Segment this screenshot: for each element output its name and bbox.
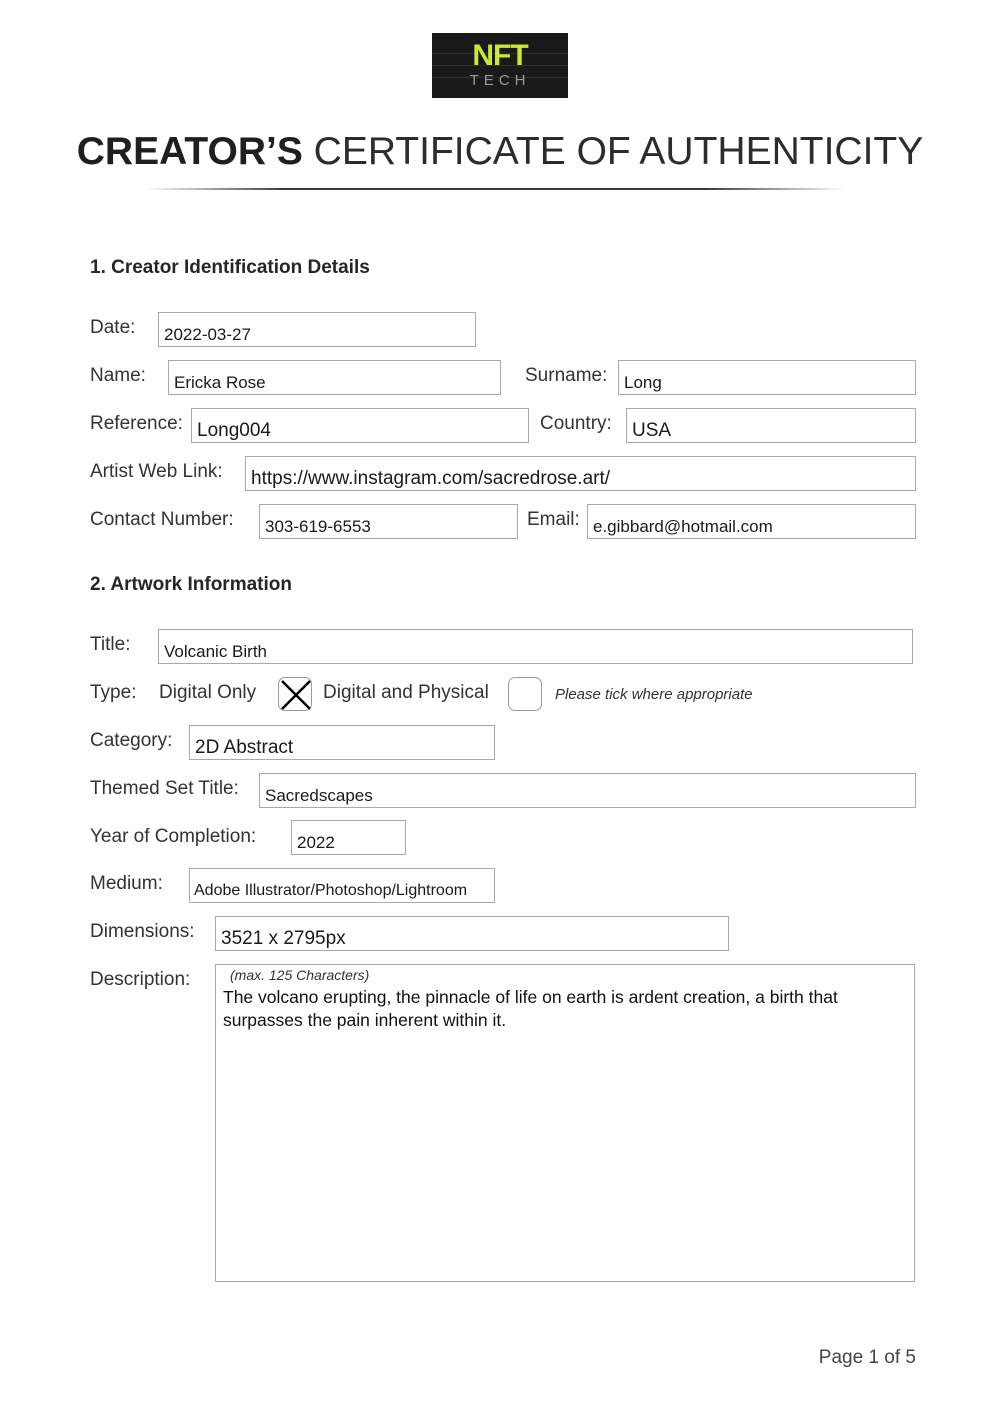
country-field[interactable]: USA <box>626 408 916 443</box>
description-text: The volcano erupting, the pinnacle of life on earth is ardent creation, a birth that surpasses the pain inherent within it. <box>223 987 838 1030</box>
digital-only-checkbox[interactable] <box>278 677 312 711</box>
nft-tech-logo <box>432 33 568 98</box>
digital-physical-checkbox[interactable] <box>508 677 542 711</box>
description-textarea[interactable] <box>215 964 915 1282</box>
weblink-field[interactable]: https://www.instagram.com/sacredrose.art/ <box>245 456 916 491</box>
medium-label: Medium: <box>90 873 163 894</box>
title-divider <box>145 188 845 190</box>
description-label: Description: <box>90 969 191 990</box>
title-bold: CREATOR’S <box>76 130 303 173</box>
year-of-completion-field[interactable]: 2022 <box>291 820 406 855</box>
year-of-completion-label: Year of Completion: <box>90 826 257 847</box>
dimensions-field[interactable]: 3521 x 2795px <box>215 916 729 951</box>
page-number: Page 1 of 5 <box>818 1347 916 1368</box>
type-digital-physical-label: Digital and Physical <box>323 682 489 703</box>
title-rest: CERTIFICATE OF AUTHENTICITY <box>302 130 924 173</box>
checkbox-cross-icon <box>279 678 313 712</box>
logo-subword: TECH <box>469 72 531 89</box>
section-heading-artwork: 2. Artwork Information <box>90 574 292 595</box>
category-field[interactable]: 2D Abstract <box>189 725 495 760</box>
type-hint: Please tick where appropriate <box>555 686 753 703</box>
email-label: Email: <box>527 509 580 530</box>
name-label: Name: <box>90 365 146 386</box>
page-title <box>0 128 1000 176</box>
surname-label: Surname: <box>525 365 608 386</box>
reference-field[interactable]: Long004 <box>191 408 529 443</box>
date-label: Date: <box>90 317 136 338</box>
themed-set-title-field[interactable]: Sacredscapes <box>259 773 916 808</box>
surname-field[interactable]: Long <box>618 360 916 395</box>
artwork-title-field[interactable]: Volcanic Birth <box>158 629 913 664</box>
email-field[interactable]: e.gibbard@hotmail.com <box>587 504 916 539</box>
description-hint: (max. 125 Characters) <box>230 967 370 983</box>
contact-number-label: Contact Number: <box>90 509 234 530</box>
type-label: Type: <box>90 682 137 703</box>
dimensions-label: Dimensions: <box>90 921 195 942</box>
weblink-label: Artist Web Link: <box>90 461 223 482</box>
logo-word: NFT <box>472 39 528 72</box>
type-digital-only-label: Digital Only <box>159 682 257 703</box>
country-label: Country: <box>540 413 612 434</box>
category-label: Category: <box>90 730 173 751</box>
themed-set-title-label: Themed Set Title: <box>90 778 239 799</box>
contact-number-field[interactable]: 303-619-6553 <box>259 504 518 539</box>
medium-field[interactable]: Adobe Illustrator/Photoshop/Lightroom <box>189 868 495 903</box>
title-label: Title: <box>90 634 131 655</box>
date-field[interactable]: 2022-03-27 <box>158 312 476 347</box>
name-field[interactable]: Ericka Rose <box>168 360 501 395</box>
section-heading-creator: 1. Creator Identification Details <box>90 257 370 278</box>
reference-label: Reference: <box>90 413 183 434</box>
